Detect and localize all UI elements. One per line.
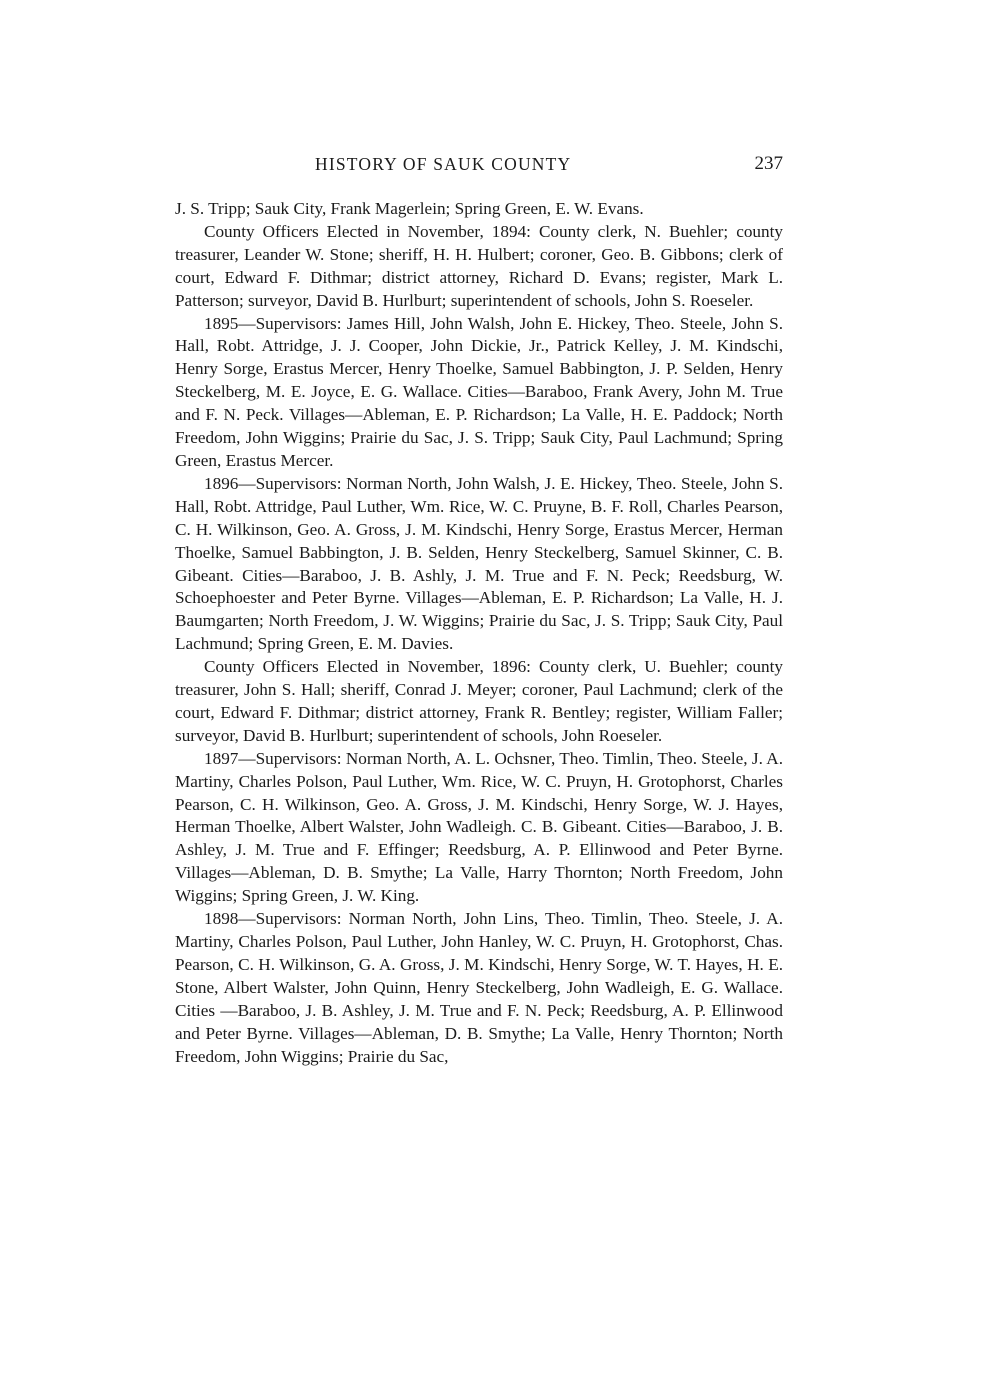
paragraph-supervisors-1895: 1895—Supervisors: James Hill, John Walsh, John E. Hickey, Theo. Steele, John S. Hall, Robt. Attridge, J. J. Cooper, John Dickie, Jr., Patrick Kelley, J. M. Kindschi, Henry Sorge, Erastus Mercer, Henry Thoelke, Samuel Babbington, J. P. Selden, Henry Steckelberg, M. E. Joyce, E. G. Wallace. Cities—Baraboo, Frank Avery, John M. True and F. N. Peck. Villages—Ableman, E. P. Richardson; La Valle, H. E. Paddock; North Freedom, John Wiggins; Prairie du Sac, J. S. Tripp; Sauk City, Paul Lachmund; Spring Green, Erastus Mercer. (175, 313, 783, 470)
running-title: HISTORY OF SAUK COUNTY (315, 154, 572, 174)
paragraph-continuation: J. S. Tripp; Sauk City, Frank Magerlein; Spring Green, E. W. Evans. (175, 199, 644, 218)
paragraph-county-officers-1896: County Officers Elected in November, 1896: County clerk, U. Buehler; county treasurer, John S. Hall; sheriff, Conrad J. Meyer; coroner, Paul Lachmund; clerk of the court, Edward F. Dithmar; district attorney, Frank R. Bentley; register, William Faller; surveyor, David B. Hurlburt; superintendent of schools, John Roeseler. (175, 657, 783, 745)
body-text (175, 198, 783, 1068)
paragraph-supervisors-1897: 1897—Supervisors: Norman North, A. L. Ochsner, Theo. Timlin, Theo. Steele, J. A. Martiny, Charles Polson, Paul Luther, Wm. Rice, W. C. Pruyn, H. Grotophorst, Charles Pearson, C. H. Wilkinson, Geo. A. Gross, J. M. Kindschi, Henry Sorge, W. J. Hayes, Herman Thoelke, Albert Walster, John Wadleigh. C. B. Gibeant. Cities—Baraboo, J. B. Ashley, J. M. True and F. Effinger; Reedsburg, A. P. Ellinwood and Peter Byrne. Villages—Ableman, D. B. Smythe; La Valle, Harry Thornton; North Freedom, John Wiggins; Spring Green, J. W. King. (175, 748, 783, 906)
running-head (175, 154, 783, 180)
paragraph-supervisors-1898: 1898—Supervisors: Norman North, John Lins, Theo. Timlin, Theo. Steele, J. A. Martiny, Charles Polson, Paul Luther, John Hanley, W. C. Pruyn, H. Grotophorst, Chas. Pearson, C. H. Wilkinson, G. A. Gross, J. M. Kindschi, Henry Sorge, W. T. Hayes, H. E. Stone, Albert Walster, John Quinn, Henry Steckelberg, John Wadleigh, E. G. Wallace. Cities —Baraboo, J. B. Ashley, J. M. True and F. N. Peck; Reedsburg, A. P. Ellinwood and Peter Byrne. Villages—Ableman, D. B. Smythe; La Valle, Henry Thornton; North Freedom, John Wiggins; Prairie du Sac, (175, 909, 783, 1066)
paragraph-supervisors-1896: 1896—Supervisors: Norman North, John Walsh, J. E. Hickey, Theo. Steele, John S. Hall, Robt. Attridge, Paul Luther, Wm. Rice, W. C. Pruyne, B. F. Roll, Charles Pearson, C. H. Wilkinson, Geo. A. Gross, J. M. Kindschi, Henry Sorge, Erastus Mercer, Herman Thoelke, Samuel Babbington, J. B. Selden, Henry Steckelberg, Samuel Skinner, C. B. Gibeant. Cities—Baraboo, J. B. Ashly, J. M. True and F. N. Peck; Reedsburg, W. Schoephoester and Peter Byrne. Villages—Ableman, E. P. Richardson; La Valle, H. J. Baumgarten; North Freedom, J. W. Wiggins; Prairie du Sac, J. S. Tripp; Sauk City, Paul Lachmund; Spring Green, E. M. Davies. (175, 473, 783, 654)
page-number: 237 (754, 153, 783, 174)
paragraph-county-officers-1894: County Officers Elected in November, 1894: County clerk, N. Buehler; county treasurer, Leander W. Stone; sheriff, H. H. Hulbert; coroner, Geo. B. Gibbons; clerk of court, Edward F. Dithmar; district attorney, Richard D. Evans; register, Mark L. Patterson; surveyor, David B. Hurlburt; superintendent of schools, John S. Roeseler. (175, 221, 783, 310)
